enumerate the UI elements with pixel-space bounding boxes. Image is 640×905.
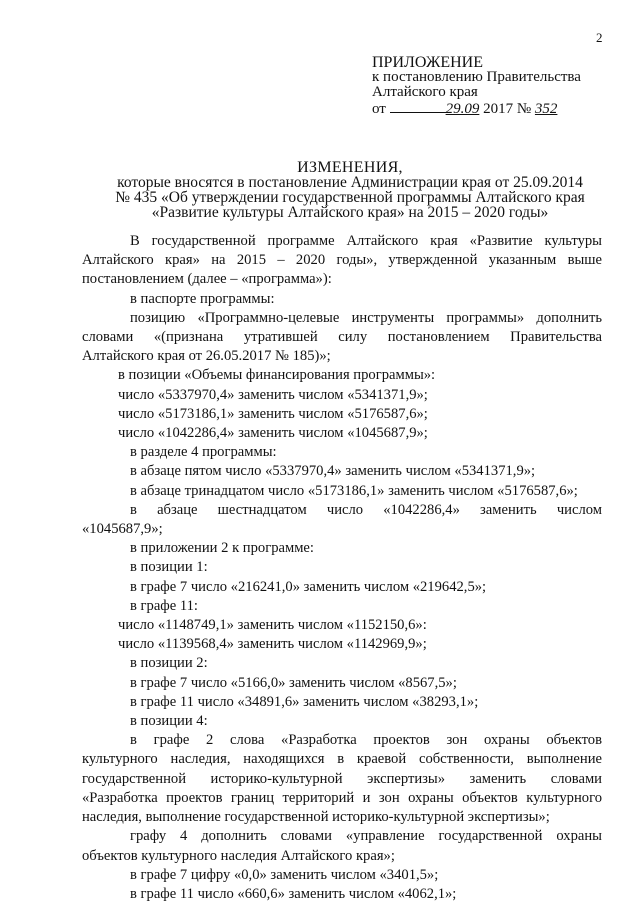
body-line: в графе 11 число «34891,6» заменить числом «38293,1»;: [130, 693, 479, 710]
body-line: в паспорте программы:: [130, 290, 275, 307]
body-line: в позиции «Объемы финансирования программы»:: [118, 367, 436, 384]
heading-line-3: «Развитие культуры Алтайского края» на 2015 – 2020 годы»: [151, 204, 549, 221]
body-line: в абзаце шестнадцатом число «1042286,4» заменить числом: [130, 501, 602, 518]
date-prefix: от: [372, 101, 386, 117]
heading-title: ИЗМЕНЕНИЯ,: [297, 159, 403, 176]
body-line: в разделе 4 программы:: [130, 444, 277, 461]
annex-date-line: [372, 100, 581, 117]
body-line: в графе 2 слова «Разработка проектов зон охраны объектов: [130, 732, 602, 749]
annex-block: [372, 55, 581, 117]
body-line: в приложении 2 к программе:: [130, 540, 314, 557]
body-line: государственной историко-культурной экспертизы» заменить словами: [82, 770, 602, 787]
body-line: Алтайского края от 26.05.2017 № 185)»;: [82, 348, 331, 365]
body-line: в позиции 1:: [130, 559, 208, 576]
body-line: Алтайского края» на 2015 – 2020 годы», утвержденной указанным выше: [82, 252, 602, 269]
page-number: 2: [596, 30, 603, 45]
document-body: [82, 232, 602, 904]
body-line: позицию «Программно-целевые инструменты программы» дополнить: [130, 309, 602, 326]
body-line: «1045687,9»;: [82, 521, 163, 538]
body-line: число «1042286,4» заменить числом «1045687,9»;: [118, 425, 428, 442]
body-line: словами «(признана утратившей силу постановлением Правительства: [82, 329, 602, 346]
date-year: 2017: [483, 101, 514, 117]
body-line: число «5173186,1» заменить числом «5176587,6»;: [118, 405, 428, 422]
body-line: постановлением (далее – «программа»):: [82, 271, 332, 288]
body-line: в графе 7 число «5166,0» заменить числом «8567,5»;: [130, 674, 457, 691]
annex-line-1: к постановлению Правительства: [372, 69, 581, 85]
annex-title: ПРИЛОЖЕНИЕ: [372, 54, 484, 71]
number-sign: №: [516, 101, 532, 117]
body-line: в графе 11 число «660,6» заменить числом «4062,1»;: [130, 885, 457, 902]
body-line: число «5337970,4» заменить числом «5341371,9»;: [118, 386, 428, 403]
heading-line-2: № 435 «Об утверждении государственной программы Алтайского края: [115, 189, 585, 206]
body-line: в абзаце тринадцатом число «5173186,1» заменить числом «5176587,6»;: [130, 482, 578, 499]
document-heading: [80, 160, 620, 220]
date-value: 29.09: [445, 101, 480, 117]
body-line: культурного наследия, находящихся в краевой собственности, выполнение: [82, 751, 602, 768]
body-line: наследия, выполнение государственной историко-культурной экспертизы»;: [82, 809, 550, 826]
body-line: в графе 7 число «216241,0» заменить числом «219642,5»;: [130, 578, 487, 595]
body-line: графу 4 дополнить словами «управление государственной охраны: [130, 828, 602, 845]
body-line: в позиции 2:: [130, 655, 208, 672]
heading-line-1: которые вносятся в постановление Администрации края от 25.09.2014: [117, 174, 583, 191]
body-line: «Разработка проектов границ территорий и зон охраны объектов культурного: [82, 789, 602, 806]
body-line: в графе 11:: [130, 597, 198, 614]
body-line: в графе 7 цифру «0,0» заменить числом «3401,5»;: [130, 866, 439, 883]
body-line: число «1139568,4» заменить числом «1142969,9»;: [118, 636, 427, 653]
body-line: В государственной программе Алтайского края «Развитие культуры: [130, 233, 602, 249]
body-line: в абзаце пятом число «5337970,4» заменить числом «5341371,9»;: [130, 463, 536, 480]
body-line: объектов культурного наследия Алтайского края»;: [82, 847, 395, 864]
document-number: 352: [534, 101, 558, 117]
annex-line-2: Алтайского края: [372, 84, 478, 100]
body-line: в позиции 4:: [130, 713, 208, 730]
body-line: число «1148749,1» заменить числом «1152150,6»:: [118, 617, 427, 634]
date-blank: [390, 100, 446, 113]
